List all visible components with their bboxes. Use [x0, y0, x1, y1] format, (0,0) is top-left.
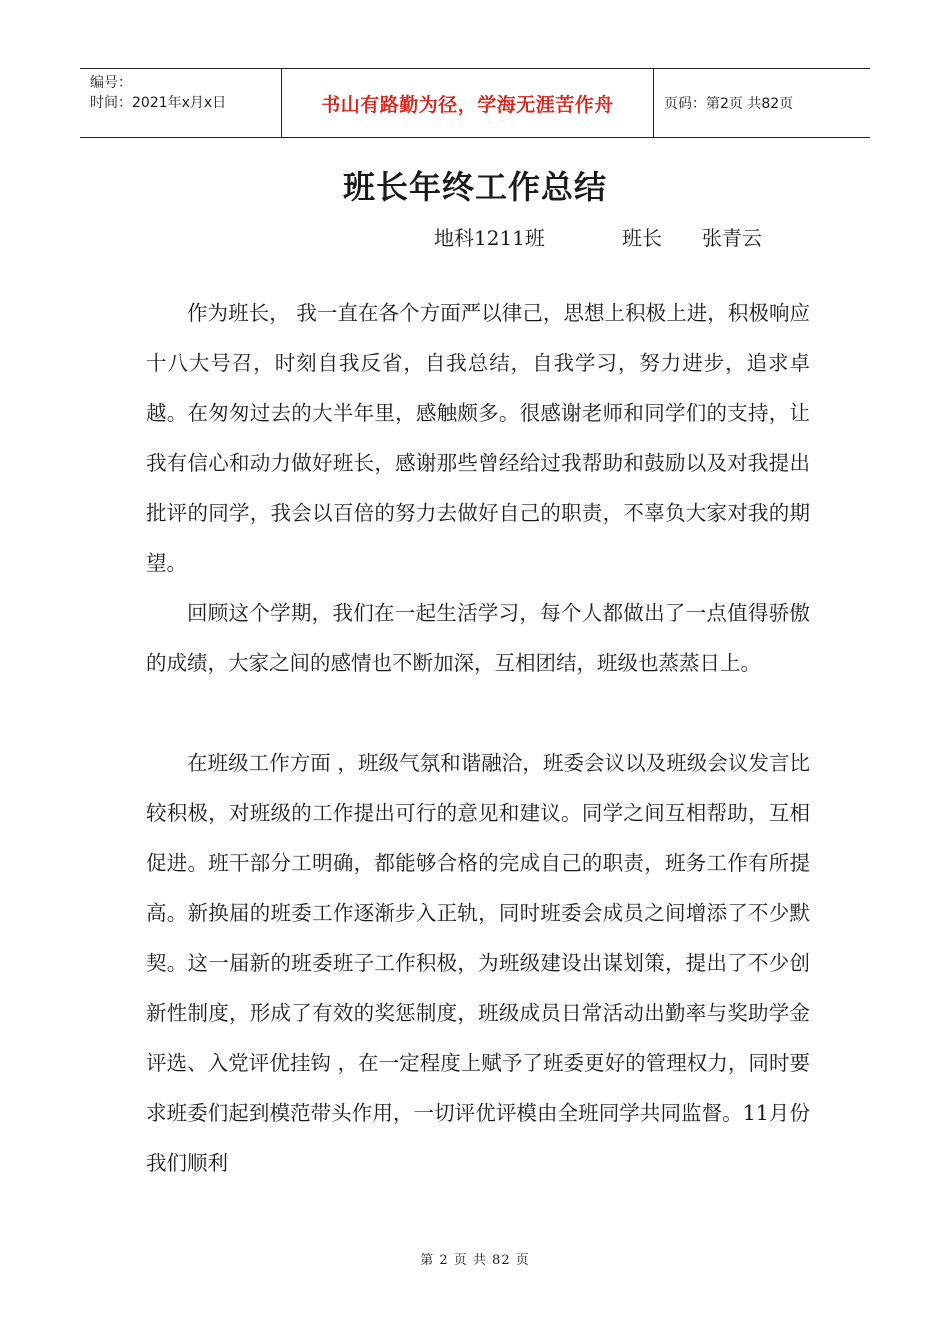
header-meta-cell — [80, 69, 282, 137]
header-table — [80, 68, 870, 138]
page-info-cell — [654, 69, 870, 137]
body-paragraph: 回顾这个学期，我们在一起生活学习，每个人都做出了一点值得骄傲的成绩，大家之间的感情也不断加深，互相团结，班级也蒸蒸日上。 — [146, 601, 810, 675]
motto-cell — [282, 69, 654, 137]
byline — [434, 222, 762, 251]
body-paragraph: 在班级工作方面 ，班级气氛和谐融洽，班委会议以及班级会议发言比较积极，对班级的工作提出可行的意见和建议。同学之间互相帮助，互相促进。班干部分工明确，都能够合格的完成自己的职责，班务工作有所提高。新换届的班委工作逐渐步入正轨，同时班委会成员之间增添了不少默契。这一届新的班委班子工作积极，为班级建设出谋划策，提出了不少创新性制度，形成了有效的奖惩制度，班级成员日常活动出勤率与奖助学金评选、入党评优挂钩 ，在一定程度上赋予了班委更好的管理权力，同时要求班委们起到模范带头作用，一切评优评模由全班同学共同监督。11月份我们顺利 — [146, 751, 810, 1175]
time-label: 时间：2021年x月x日 — [90, 95, 227, 111]
byline-class: 地科1211班 — [434, 226, 545, 250]
byline-role: 班长 — [622, 226, 662, 250]
page-info-text: 页码：第2页 共82页 — [664, 96, 794, 112]
document-title: 班长年终工作总结 — [342, 168, 607, 206]
motto-text: 书山有路勤为径，学海无涯苦作舟 — [321, 93, 614, 116]
document-body — [146, 288, 810, 1188]
byline-author: 张青云 — [702, 226, 762, 250]
number-label: 编号： — [90, 75, 132, 91]
body-paragraph: 作为班长， 我一直在各个方面严以律己，思想上积极上进，积极响应十八大号召，时刻自我反省，自我总结，自我学习，努力进步，追求卓越。在匆匆过去的大半年里，感触颇多。很感谢老师和同学们的支持，让我有信心和动力做好班长，感谢那些曾经给过我帮助和鼓励以及对我提出批评的同学，我会以百倍的努力去做好自己的职责，不辜负大家对我的期望。 — [146, 301, 810, 575]
page-footer: 第 2 页 共 82 页 — [420, 1253, 530, 1268]
